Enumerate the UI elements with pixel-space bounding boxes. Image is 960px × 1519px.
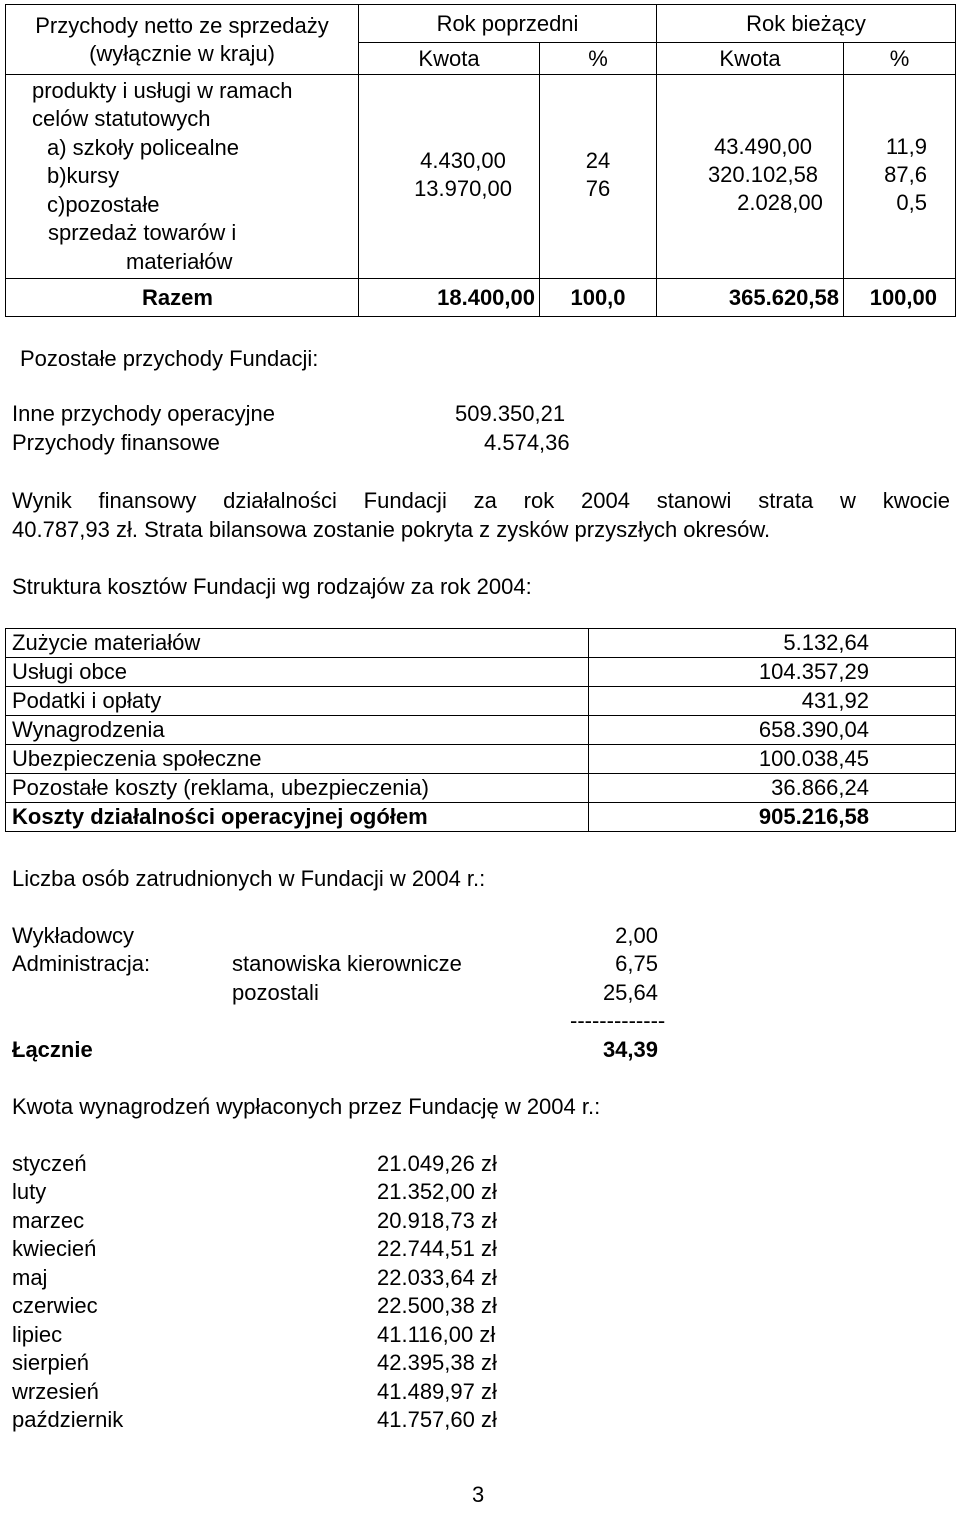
cost-value: 658.390,04 xyxy=(589,716,956,745)
cost-value: 5.132,64 xyxy=(589,629,956,658)
lecturers-label: Wykładowcy xyxy=(12,923,135,948)
result-line-1: Wynik finansowy działalności Fundacji za rok 2004 stanowi strata w kwocie xyxy=(12,488,950,513)
salaries-heading: Kwota wynagrodzeń wypłaconych przez Fundację w 2004 r.: xyxy=(12,1094,601,1119)
cost-row xyxy=(6,687,956,716)
salary-amount: 22.500,38 zł xyxy=(377,1293,497,1318)
total-prev-pct: 100,0 xyxy=(540,279,657,317)
others-value: 25,64 xyxy=(602,980,658,1005)
cost-total-label: Koszty działalności operacyjnej ogółem xyxy=(6,803,589,832)
salary-month: lipiec xyxy=(12,1322,63,1347)
salary-month: październik xyxy=(12,1407,124,1432)
prev-kwota-cell xyxy=(359,75,540,279)
curr-pct-value: 87,6 xyxy=(884,162,927,187)
salary-amount: 22.744,51 zł xyxy=(377,1236,497,1261)
prev-pct-value: 76 xyxy=(585,176,611,201)
salary-amount: 22.033,64 zł xyxy=(377,1265,497,1290)
salary-amount: 21.352,00 zł xyxy=(377,1179,497,1204)
fin-income-label: Przychody finansowe xyxy=(12,430,220,455)
prev-kwota-value: 4.430,00 xyxy=(420,148,506,173)
row-label: b)kursy xyxy=(47,163,120,189)
cost-label: Pozostałe koszty (reklama, ubezpieczenia) xyxy=(6,774,589,803)
curr-kwota-value: 320.102,58 xyxy=(707,162,819,187)
salary-amount: 21.049,26 zł xyxy=(377,1151,497,1176)
row-label: materiałów xyxy=(126,248,233,274)
salary-month: czerwiec xyxy=(12,1293,98,1318)
salary-amount: 41.489,97 zł xyxy=(377,1379,497,1404)
costs-table xyxy=(5,628,956,832)
total-label: Razem xyxy=(6,279,359,317)
lecturers-value: 2,00 xyxy=(615,923,658,948)
row-label: produkty i usługi w ramach xyxy=(32,77,293,103)
cost-row xyxy=(6,716,956,745)
col-kwota-prev: Kwota xyxy=(359,43,540,75)
row-label: sprzedaż towarów i xyxy=(48,220,237,246)
cost-label: Ubezpieczenia społeczne xyxy=(6,745,589,774)
employment-total-label: Łącznie xyxy=(12,1037,93,1062)
cost-row xyxy=(6,629,956,658)
curr-kwota-value: 2.028,00 xyxy=(737,190,823,215)
salary-amount: 20.918,73 zł xyxy=(377,1208,497,1233)
salary-month: styczeń xyxy=(12,1151,87,1176)
salary-amount: 41.116,00 zł xyxy=(377,1322,496,1347)
total-prev-kwota: 18.400,00 xyxy=(359,279,540,317)
prev-kwota-value: 13.970,00 xyxy=(414,176,512,201)
revenue-header-label xyxy=(6,5,359,75)
row-label: celów statutowych xyxy=(32,106,211,132)
row-label: c)pozostałe xyxy=(47,191,160,217)
sum-separator: ------------- xyxy=(570,1008,666,1033)
employment-heading: Liczba osób zatrudnionych w Fundacji w 2004 r.: xyxy=(12,866,486,891)
employment-total-value: 34,39 xyxy=(602,1037,658,1062)
curr-kwota-value: 43.490,00 xyxy=(714,134,812,159)
curr-kwota-cell xyxy=(657,75,844,279)
salary-amount: 41.757,60 zł xyxy=(377,1407,497,1432)
cost-row xyxy=(6,774,956,803)
salary-month: sierpień xyxy=(12,1350,90,1375)
other-income-heading: Pozostałe przychody Fundacji: xyxy=(20,346,319,371)
cost-label: Podatki i opłaty xyxy=(6,687,589,716)
mgmt-value: 6,75 xyxy=(615,951,658,976)
revenue-row-labels xyxy=(6,75,359,279)
fin-income-value: 4.574,36 xyxy=(484,430,570,455)
cost-row xyxy=(6,658,956,687)
prev-pct-value: 24 xyxy=(585,148,611,173)
result-line-2: 40.787,93 zł. Strata bilansowa zostanie pokryta z zysków przyszłych okresów. xyxy=(12,517,771,542)
admin-label: Administracja: xyxy=(12,951,151,976)
cost-label: Wynagrodzenia xyxy=(6,716,589,745)
col-pct-prev: % xyxy=(540,43,657,75)
cost-row xyxy=(6,745,956,774)
prev-pct-cell xyxy=(540,75,657,279)
prev-year-header: Rok poprzedni xyxy=(359,5,657,43)
salary-month: wrzesień xyxy=(12,1379,99,1404)
salary-month: marzec xyxy=(12,1208,85,1233)
op-income-value: 509.350,21 xyxy=(455,401,566,426)
page-number: 3 xyxy=(472,1482,485,1507)
cost-label: Usługi obce xyxy=(6,658,589,687)
total-curr-pct: 100,00 xyxy=(844,279,956,317)
salary-month: maj xyxy=(12,1265,48,1290)
cost-value: 100.038,45 xyxy=(589,745,956,774)
row-label: a) szkoły policealne xyxy=(47,134,239,160)
cost-value: 36.866,24 xyxy=(589,774,956,803)
curr-year-header: Rok bieżący xyxy=(657,5,956,43)
op-income-label: Inne przychody operacyjne xyxy=(12,401,275,426)
salary-amount: 42.395,38 zł xyxy=(377,1350,497,1375)
salary-month: luty xyxy=(12,1179,47,1204)
cost-value: 104.357,29 xyxy=(589,658,956,687)
mgmt-label: stanowiska kierownicze xyxy=(232,951,462,976)
header-label-line: Przychody netto ze sprzedaży xyxy=(35,12,329,38)
salary-month: kwiecień xyxy=(12,1236,97,1261)
col-kwota-curr: Kwota xyxy=(657,43,844,75)
curr-pct-cell xyxy=(844,75,956,279)
cost-label: Zużycie materiałów xyxy=(6,629,589,658)
cost-value: 431,92 xyxy=(589,687,956,716)
curr-pct-value: 0,5 xyxy=(896,190,927,215)
header-label-line: (wyłącznie w kraju) xyxy=(89,40,275,66)
total-curr-kwota: 365.620,58 xyxy=(657,279,844,317)
curr-pct-value: 11,9 xyxy=(885,134,927,159)
revenue-table xyxy=(5,4,956,317)
cost-total-value: 905.216,58 xyxy=(589,803,956,832)
cost-total-row xyxy=(6,803,956,832)
col-pct-curr: % xyxy=(844,43,956,75)
others-label: pozostali xyxy=(232,980,319,1005)
costs-heading: Struktura kosztów Fundacji wg rodzajów za rok 2004: xyxy=(12,574,532,599)
